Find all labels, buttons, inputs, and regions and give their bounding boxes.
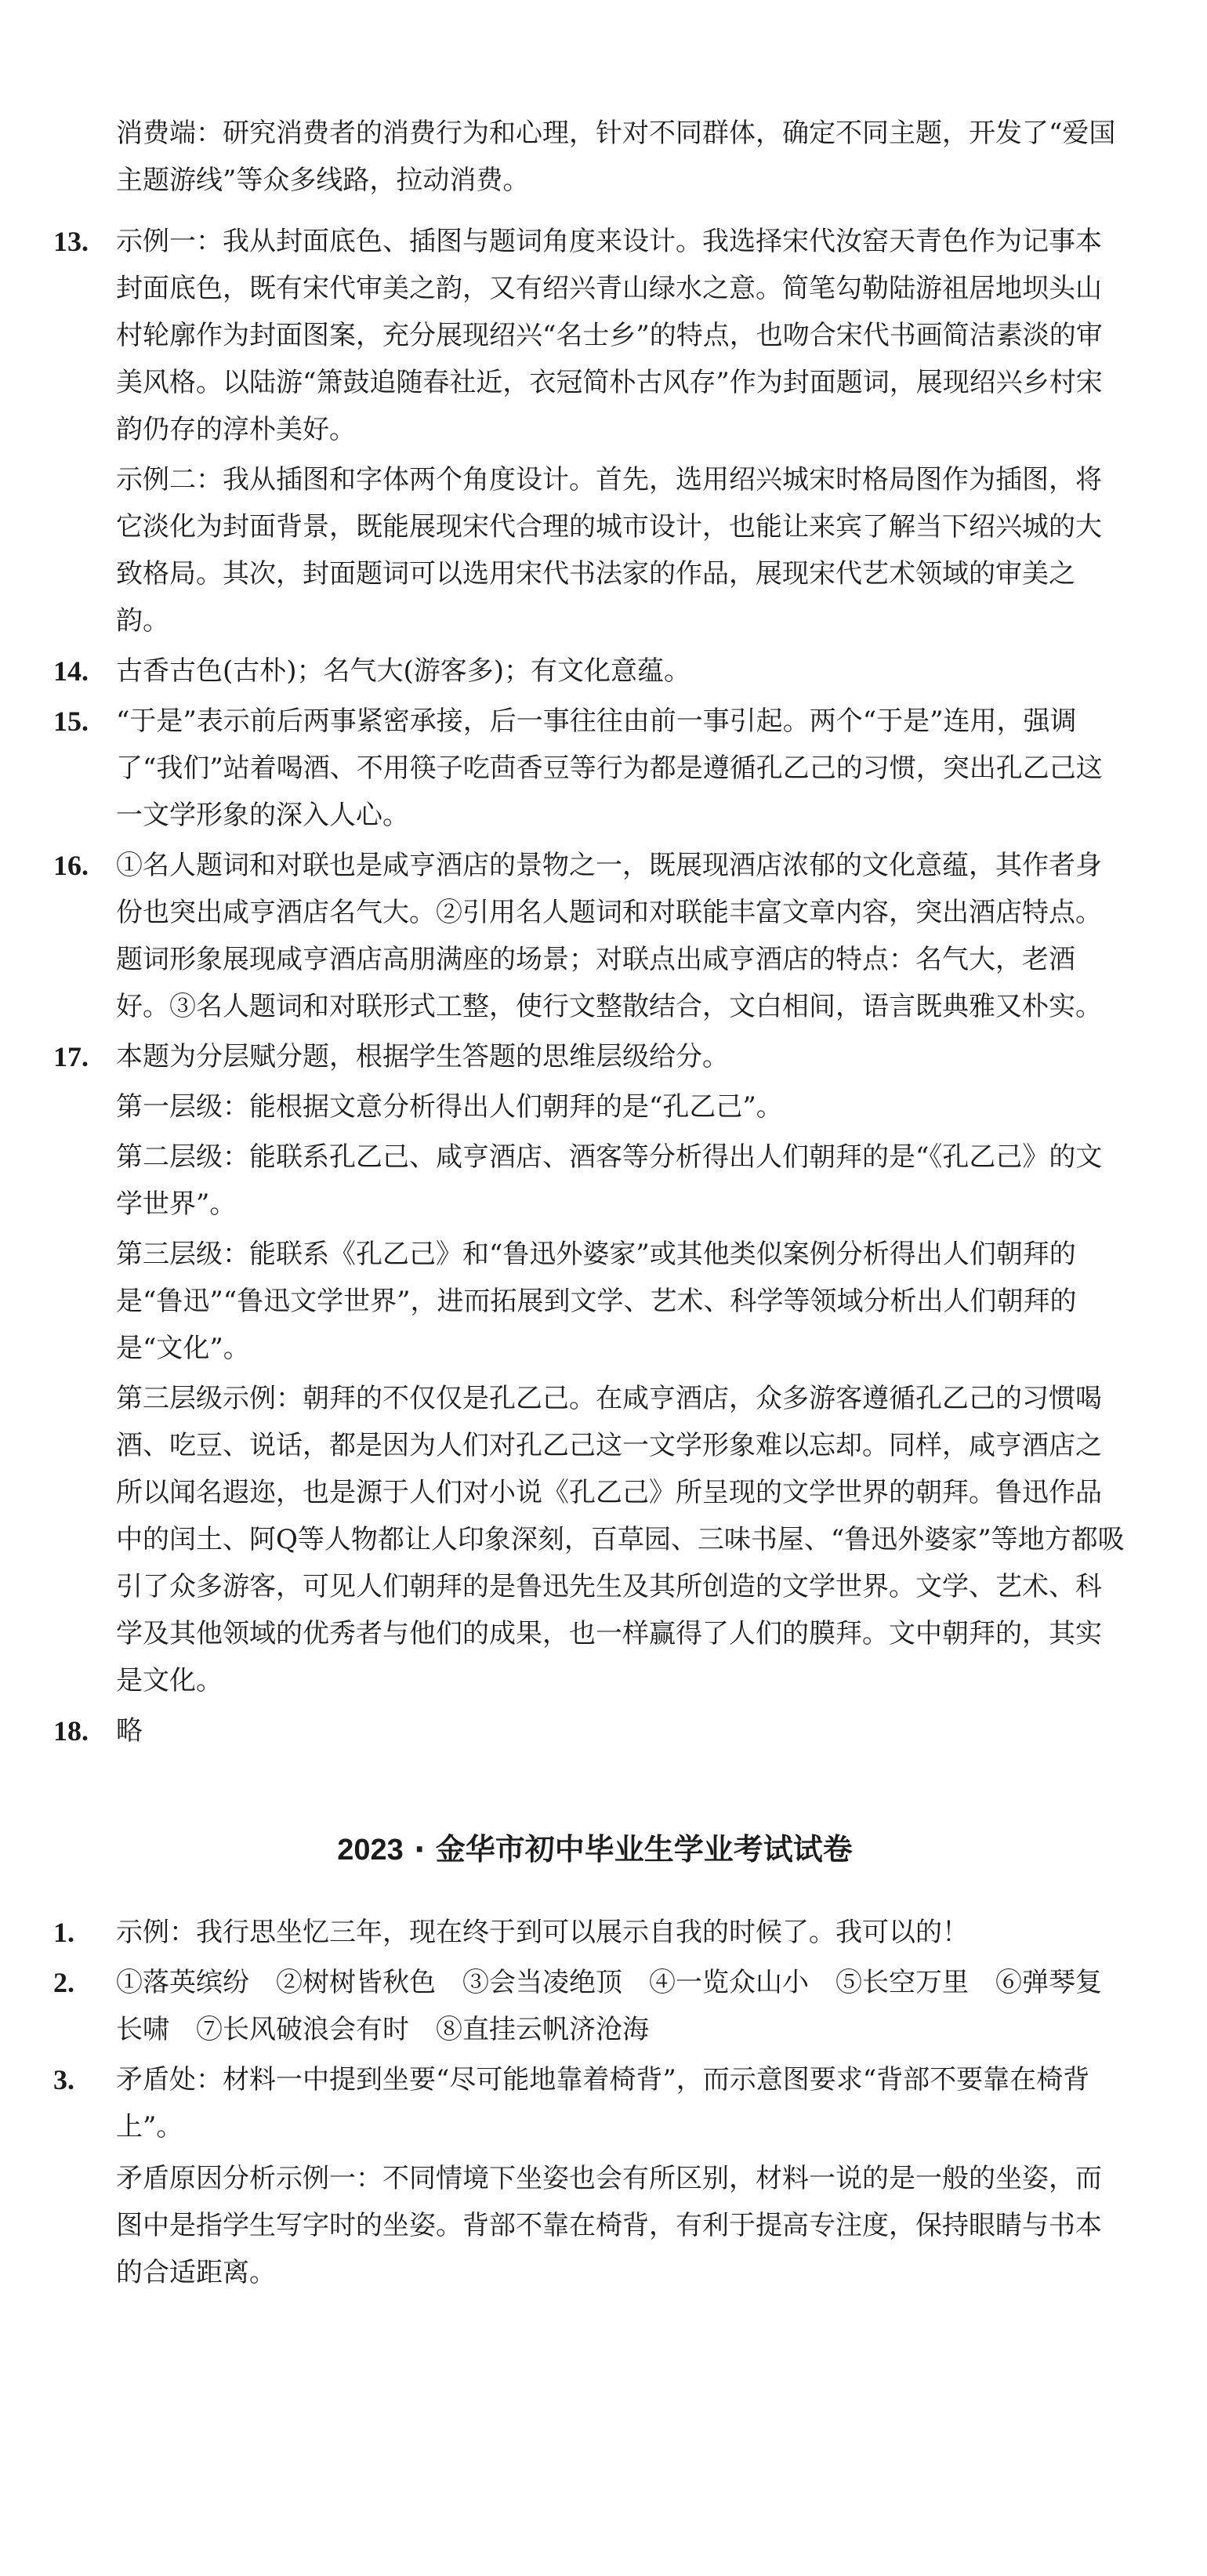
answer-3 bbox=[53, 2056, 1127, 2296]
answer-1 bbox=[53, 1909, 1127, 1956]
answer-number: 2. bbox=[53, 1967, 74, 1998]
section-dot: · bbox=[414, 1832, 426, 1867]
answer-18 bbox=[53, 1707, 1127, 1754]
answer-15 bbox=[53, 698, 1127, 839]
answer-paragraph: 略 bbox=[116, 1715, 143, 1747]
answer-paragraph: 古香古色(古朴)；名气大(游客多)；有文化意蕴。 bbox=[116, 655, 691, 687]
answer-number: 18. bbox=[53, 1715, 89, 1747]
answer-paragraph: ①名人题词和对联也是咸亨酒店的景物之一，既展现酒店浓郁的文化意蕴，其作者身份也突出咸亨酒店名气大。②引用名人题词和对联能丰富文章内容，突出酒店特点。题词形象展现咸亨酒店高朋满座的场景；对联点出咸亨酒店的特点：名气大，老酒好。③名人题词和对联形式工整，使行文整散结合，文白相间，语言既典雅又朴实。 bbox=[116, 850, 1102, 1022]
answer-paragraph: 第一层级：能根据文意分析得出人们朝拜的是“孔乙己”。 bbox=[116, 1091, 783, 1123]
answer-number: 14. bbox=[53, 655, 89, 687]
section-year: 2023 bbox=[337, 1834, 404, 1867]
answer-number: 17. bbox=[53, 1041, 89, 1072]
answer-paragraph: “于是”表示前后两事紧密承接，后一事往往由前一事引起。两个“于是”连用，强调了“我们”站着喝酒、不用筷子吃茴香豆等行为都是遵循孔乙己的习惯，突出孔乙己这一文学形象的深入人心。 bbox=[116, 706, 1103, 831]
answer-paragraph: 矛盾原因分析示例一：不同情境下坐姿也会有所区别，材料一说的是一般的坐姿，而图中是指学生写字时的坐姿。背部不靠在椅背，有利于提高专注度，保持眼睛与书本的合适距离。 bbox=[116, 2163, 1102, 2288]
answer-2 bbox=[53, 1959, 1127, 2053]
answer-paragraph: ①落英缤纷 ②树树皆秋色 ③会当凌绝顶 ④一览众山小 ⑤长空万里 ⑥弹琴复长啸 ⑦长风破浪会有时 ⑧直挂云帆济沧海 bbox=[116, 1967, 1102, 2045]
answer-number: 13. bbox=[53, 226, 89, 257]
answer-number: 15. bbox=[53, 706, 89, 737]
answer-number: 3. bbox=[53, 2064, 74, 2095]
answer-paragraph: 本题为分层赋分题，根据学生答题的思维层级给分。 bbox=[116, 1041, 729, 1072]
answer-paragraph: 示例：我行思坐忆三年，现在终于到可以展示自我的时候了。我可以的！ bbox=[116, 1917, 969, 1948]
answer-paragraph: 第二层级：能联系孔乙己、咸亨酒店、酒客等分析得出人们朝拜的是“《孔乙己》的文学世界”。 bbox=[116, 1141, 1103, 1220]
continuation-paragraph: 消费端：研究消费者的消费行为和心理，针对不同群体，确定不同主题，开发了“爱国主题游线”等众多线路，拉动消费。 bbox=[116, 118, 1116, 196]
answer-17 bbox=[53, 1033, 1127, 1704]
answer-16 bbox=[53, 842, 1127, 1030]
answer-13 bbox=[53, 218, 1127, 644]
answer-paragraph: 第三层级示例：朝拜的不仅仅是孔乙己。在咸亨酒店，众多游客遵循孔乙己的习惯喝酒、吃豆、说话，都是因为人们对孔乙己这一文学形象难以忘却。同样，咸亨酒店之所以闻名遐迩，也是源于人们对小说《孔乙己》所呈现的文学世界的朝拜。鲁迅作品中的闰土、阿Q等人物都让人印象深刻，百草园、三味书屋、“鲁迅外婆家”等地方都吸引了众多游客，可见人们朝拜的是鲁迅先生及其所创造的文学世界。文学、艺术、科学及其他领域的优秀者与他们的成果，也一样赢得了人们的膜拜。文中朝拜的，其实是文化。 bbox=[116, 1383, 1125, 1696]
answer-paragraph: 第三层级：能联系《孔乙己》和“鲁迅外婆家”或其他类似案例分析得出人们朝拜的是“鲁迅”“鲁迅文学世界”，进而拓展到文学、艺术、科学等领域分析出人们朝拜的是“文化”。 bbox=[116, 1239, 1077, 1364]
answer-14 bbox=[53, 648, 1127, 695]
answer-paragraph: 示例二：我从插图和字体两个角度设计。首先，选用绍兴城宋时格局图作为插图，将它淡化为封面背景，既能展现宋代合理的城市设计，也能让来宾了解当下绍兴城的大致格局。其次，封面题词可以选用宋代书法家的作品，展现宋代艺术领域的审美之韵。 bbox=[116, 464, 1102, 637]
section-title bbox=[53, 1825, 1136, 1868]
answer-number: 16. bbox=[53, 850, 89, 881]
section-name: 金华市初中毕业生学业考试试卷 bbox=[435, 1832, 853, 1867]
answer-paragraph: 矛盾处：材料一中提到坐要“尽可能地靠着椅背”，而示意图要求“背部不要靠在椅背上”。 bbox=[116, 2064, 1090, 2142]
answer-number: 1. bbox=[53, 1917, 74, 1948]
answer-paragraph: 示例一：我从封面底色、插图与题词角度来设计。我选择宋代汝窑天青色作为记事本封面底色，既有宋代审美之韵，又有绍兴青山绿水之意。简笔勾勒陆游祖居地坝头山村轮廓作为封面图案，充分展现绍兴“名士乡”的特点，也吻合宋代书画简洁素淡的审美风格。以陆游“箫鼓追随春社近，衣冠简朴古风存”作为封面题词，展现绍兴乡村宋韵仍存的淳朴美好。 bbox=[116, 226, 1103, 445]
